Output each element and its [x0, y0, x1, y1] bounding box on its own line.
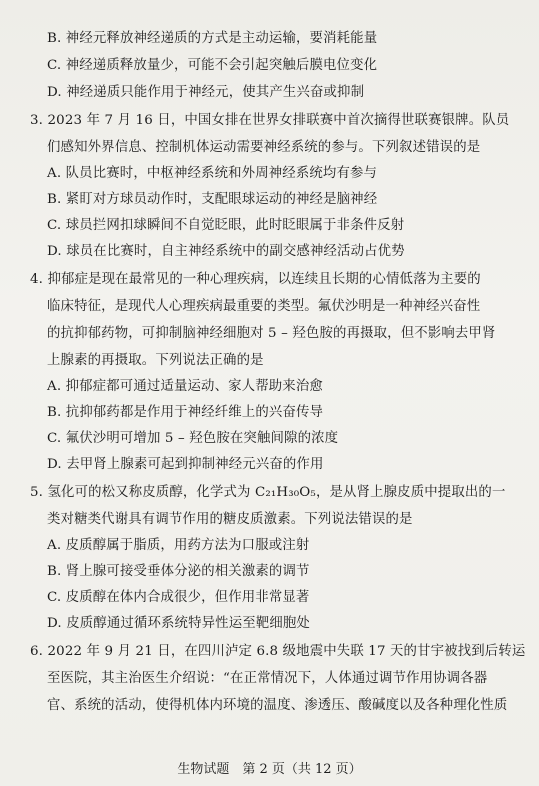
q4-option-c: C. 氟伏沙明可增加 5 – 羟色胺在突触间隙的浓度 [47, 431, 339, 446]
q6-stem-line3: 官、系统的活动，使得机体内环境的温度、渗透压、酸碱度以及各种理化性质 [47, 698, 508, 713]
q4-stem-line3: 的抗抑郁药物，可抑制脑神经细胞对 5 – 羟色胺的再摄取，但不影响去甲肾 [47, 326, 496, 341]
q2-option-d: D. 神经递质只能作用于神经元，使其产生兴奋或抑制 [47, 85, 365, 100]
q5-option-d: D. 皮质醇通过循环系统特异性运至靶细胞处 [47, 616, 310, 631]
q5-option-c: C. 皮质醇在体内合成很少，但作用非常显著 [47, 590, 310, 605]
q3-option-d: D. 球员在比赛时，自主神经系统中的副交感神经活动占优势 [47, 244, 405, 259]
q5-stem-line2: 类对糖类代谢具有调节作用的糖皮质激素。下列说法错误的是 [47, 512, 413, 527]
q3-option-c: C. 球员拦网扣球瞬间不自觉眨眼，此时眨眼属于非条件反射 [47, 218, 405, 233]
q3-stem-line1: 3. 2023 年 7 月 16 日，中国女排在世界女排联赛中首次摘得世联赛银牌。队员 [30, 113, 510, 128]
q4-stem-line2: 临床特征，是现代人心理疾病最重要的类型。氟伏沙明是一种神经兴奋性 [47, 299, 481, 314]
q4-stem-line4: 上腺素的再摄取。下列说法正确的是 [47, 353, 264, 368]
q6-stem-line2: 至医院，其主治医生介绍说：“在正常情况下，人体通过调节作用协调各器 [47, 671, 488, 686]
q5-option-b: B. 肾上腺可接受垂体分泌的相关激素的调节 [47, 564, 310, 579]
q4-option-d: D. 去甲肾上腺素可起到抑制神经元兴奋的作用 [47, 457, 324, 472]
q3-option-b: B. 紧盯对方球员动作时，支配眼球运动的神经是脑神经 [47, 192, 378, 207]
q2-option-b: B. 神经元释放神经递质的方式是主动运输，要消耗能量 [47, 31, 378, 46]
q2-option-c: C. 神经递质释放量少，可能不会引起突触后膜电位变化 [47, 58, 378, 73]
q4-stem-line1: 4. 抑郁症是现在最常见的一种心理疾病，以连续且长期的心情低落为主要的 [30, 272, 481, 287]
q5-stem-line1: 5. 氢化可的松又称皮质醇，化学式为 C₂₁H₃₀O₅，是从肾上腺皮质中提取出的一 [30, 485, 506, 500]
q3-stem-line2: 们感知外界信息、控制机体运动需要神经系统的参与。下列叙述错误的是 [47, 140, 481, 155]
page-footer: 生物试题 第 2 页（共 12 页） [177, 762, 362, 777]
q3-option-a: A. 队员比赛时，中枢神经系统和外周神经系统均有参与 [47, 166, 378, 181]
q4-option-b: B. 抗抑郁药都是作用于神经纤维上的兴奋传导 [47, 405, 324, 420]
q4-option-a: A. 抑郁症都可通过适量运动、家人帮助来治愈 [47, 379, 323, 394]
q5-option-a: A. 皮质醇属于脂质，用药方法为口服或注射 [47, 538, 310, 553]
q6-stem-line1: 6. 2022 年 9 月 21 日，在四川泸定 6.8 级地震中失联 17 天的甘宇被找到后转运 [30, 644, 526, 659]
